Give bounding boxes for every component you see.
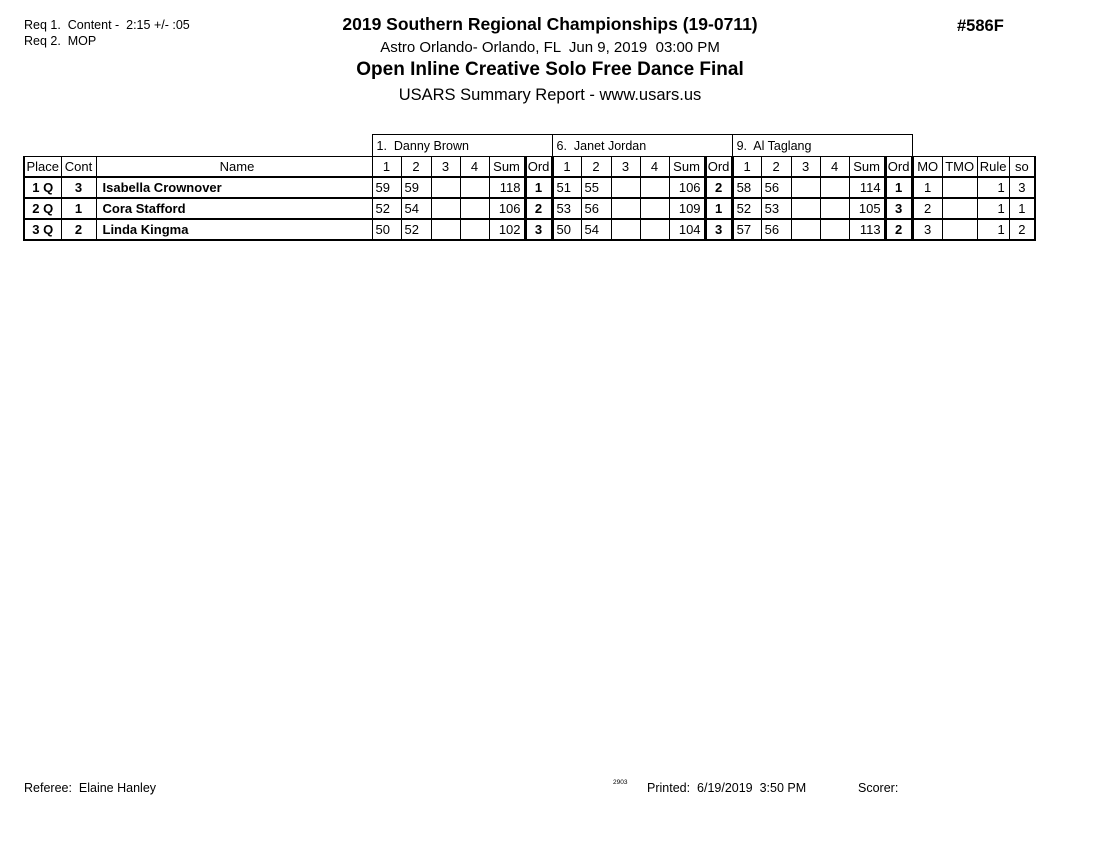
mo-cell: 1	[912, 177, 942, 198]
sum-cell: 109	[669, 198, 705, 219]
ord-cell: 1	[885, 177, 912, 198]
championship-title: 2019 Southern Regional Championships (19-0711)	[342, 14, 758, 34]
sum-cell: 102	[489, 219, 525, 240]
sum-cell: 105	[849, 198, 885, 219]
col-score4-header: 4	[820, 157, 849, 178]
score-cell: 54	[581, 219, 611, 240]
score-cell: 58	[732, 177, 761, 198]
name-cell: Cora Stafford	[96, 198, 372, 219]
col-sum-header: Sum	[669, 157, 705, 178]
ord-cell: 2	[705, 177, 732, 198]
col-ord-header: Ord	[525, 157, 552, 178]
event-title: Open Inline Creative Solo Free Dance Final	[356, 59, 744, 80]
scorer-label: Scorer:	[858, 781, 899, 795]
col-ord-header: Ord	[705, 157, 732, 178]
col-score4-header: 4	[460, 157, 489, 178]
sum-cell: 113	[849, 219, 885, 240]
score-cell: 53	[761, 198, 791, 219]
report-header	[0, 14, 1100, 105]
so-cell: 3	[1009, 177, 1035, 198]
ord-cell: 3	[885, 198, 912, 219]
score-cell: 52	[372, 198, 401, 219]
score-cell	[820, 177, 849, 198]
score-cell: 57	[732, 219, 761, 240]
col-sum-header: Sum	[489, 157, 525, 178]
score-cell	[431, 198, 460, 219]
col-sum-header: Sum	[849, 157, 885, 178]
cont-cell: 3	[61, 177, 96, 198]
score-cell: 53	[552, 198, 581, 219]
tmo-cell	[942, 219, 977, 240]
col-ord-header: Ord	[885, 157, 912, 178]
score-cell	[431, 219, 460, 240]
col-so-header: so	[1009, 157, 1035, 178]
score-cell: 51	[552, 177, 581, 198]
mo-cell: 2	[912, 198, 942, 219]
place-cell: 1 Q	[24, 177, 61, 198]
judge-1-header: 1. Danny Brown	[372, 135, 552, 157]
ord-cell: 2	[885, 219, 912, 240]
score-cell	[460, 198, 489, 219]
score-cell: 59	[401, 177, 431, 198]
ord-cell: 1	[525, 177, 552, 198]
score-cell	[611, 198, 640, 219]
score-cell: 55	[581, 177, 611, 198]
rule-cell: 1	[977, 198, 1009, 219]
score-cell	[460, 219, 489, 240]
col-score1-header: 1	[372, 157, 401, 178]
cont-cell: 1	[61, 198, 96, 219]
referee-label: Referee: Elaine Hanley	[24, 781, 157, 795]
score-cell	[820, 219, 849, 240]
score-cell: 56	[581, 198, 611, 219]
score-cell: 52	[732, 198, 761, 219]
place-cell: 2 Q	[24, 198, 61, 219]
col-rule-header: Rule	[977, 157, 1009, 178]
col-score2-header: 2	[761, 157, 791, 178]
col-score1-header: 1	[732, 157, 761, 178]
print-code: 2903	[613, 779, 628, 786]
col-cont-header: Cont	[61, 157, 96, 178]
score-cell	[431, 177, 460, 198]
score-cell: 52	[401, 219, 431, 240]
printed-label: Printed: 6/19/2019 3:50 PM	[647, 781, 807, 795]
tmo-cell	[942, 177, 977, 198]
judge-3-header: 9. Al Taglang	[732, 135, 912, 157]
rule-cell: 1	[977, 219, 1009, 240]
req-2-line: Req 2. MOP	[24, 34, 97, 48]
sum-cell: 106	[669, 177, 705, 198]
spacer-cell	[24, 135, 372, 157]
sum-cell: 114	[849, 177, 885, 198]
score-cell: 59	[372, 177, 401, 198]
ord-cell: 3	[525, 219, 552, 240]
score-cell: 56	[761, 219, 791, 240]
score-cell: 56	[761, 177, 791, 198]
tmo-cell	[942, 198, 977, 219]
sum-cell: 118	[489, 177, 525, 198]
col-score2-header: 2	[581, 157, 611, 178]
col-mo-header: MO	[912, 157, 942, 178]
score-cell	[640, 198, 669, 219]
score-cell	[791, 198, 820, 219]
report-type-line: USARS Summary Report - www.usars.us	[398, 86, 702, 104]
score-cell	[640, 177, 669, 198]
report-number: #586F	[957, 17, 1004, 35]
col-place-header: Place	[24, 157, 61, 178]
score-cell	[820, 198, 849, 219]
column-header-row	[24, 157, 1035, 178]
table-row	[24, 198, 1035, 219]
name-cell: Isabella Crownover	[96, 177, 372, 198]
col-tmo-header: TMO	[942, 157, 977, 178]
so-cell: 2	[1009, 219, 1035, 240]
col-score3-header: 3	[791, 157, 820, 178]
judge-2-header: 6. Janet Jordan	[552, 135, 732, 157]
spacer-cell	[912, 135, 1035, 157]
place-cell: 3 Q	[24, 219, 61, 240]
results-table	[23, 134, 1036, 241]
req-1-line: Req 1. Content - 2:15 +/- :05	[24, 18, 190, 32]
ord-cell: 1	[705, 198, 732, 219]
venue-line: Astro Orlando- Orlando, FL Jun 9, 2019 03:00 PM	[380, 39, 720, 56]
col-name-header: Name	[96, 157, 372, 178]
score-cell	[791, 177, 820, 198]
table-row	[24, 219, 1035, 240]
ord-cell: 2	[525, 198, 552, 219]
rule-cell: 1	[977, 177, 1009, 198]
col-score1-header: 1	[552, 157, 581, 178]
score-cell	[640, 219, 669, 240]
cont-cell: 2	[61, 219, 96, 240]
col-score3-header: 3	[431, 157, 460, 178]
name-cell: Linda Kingma	[96, 219, 372, 240]
col-score4-header: 4	[640, 157, 669, 178]
col-score3-header: 3	[611, 157, 640, 178]
so-cell: 1	[1009, 198, 1035, 219]
score-cell: 54	[401, 198, 431, 219]
score-cell	[611, 177, 640, 198]
judges-row	[24, 135, 1035, 157]
score-cell	[460, 177, 489, 198]
score-cell	[611, 219, 640, 240]
ord-cell: 3	[705, 219, 732, 240]
sum-cell: 104	[669, 219, 705, 240]
score-cell	[791, 219, 820, 240]
score-cell: 50	[552, 219, 581, 240]
score-cell: 50	[372, 219, 401, 240]
table-row	[24, 177, 1035, 198]
sum-cell: 106	[489, 198, 525, 219]
mo-cell: 3	[912, 219, 942, 240]
col-score2-header: 2	[401, 157, 431, 178]
